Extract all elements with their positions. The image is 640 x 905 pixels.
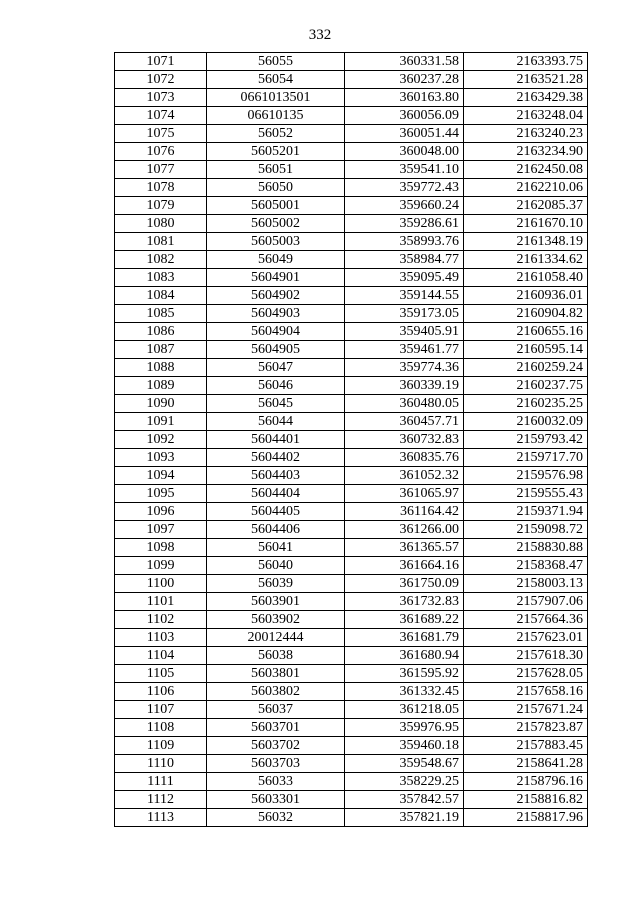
point-number-cell: 1081 bbox=[115, 233, 207, 251]
x-coordinate-cell: 360835.76 bbox=[345, 449, 464, 467]
y-coordinate-cell: 2158003.13 bbox=[464, 575, 588, 593]
point-id-cell: 56046 bbox=[207, 377, 345, 395]
table-row bbox=[115, 305, 588, 323]
table-row bbox=[115, 359, 588, 377]
point-number-cell: 1089 bbox=[115, 377, 207, 395]
point-id-cell: 5603701 bbox=[207, 719, 345, 737]
x-coordinate-cell: 361664.16 bbox=[345, 557, 464, 575]
point-number-cell: 1084 bbox=[115, 287, 207, 305]
point-number-cell: 1082 bbox=[115, 251, 207, 269]
point-number-cell: 1113 bbox=[115, 809, 207, 827]
y-coordinate-cell: 2158368.47 bbox=[464, 557, 588, 575]
x-coordinate-cell: 359095.49 bbox=[345, 269, 464, 287]
table-row bbox=[115, 449, 588, 467]
point-id-cell: 56045 bbox=[207, 395, 345, 413]
table-row bbox=[115, 107, 588, 125]
point-number-cell: 1098 bbox=[115, 539, 207, 557]
table-row bbox=[115, 809, 588, 827]
y-coordinate-cell: 2157907.06 bbox=[464, 593, 588, 611]
y-coordinate-cell: 2157671.24 bbox=[464, 701, 588, 719]
point-id-cell: 0661013501 bbox=[207, 89, 345, 107]
x-coordinate-cell: 361365.57 bbox=[345, 539, 464, 557]
y-coordinate-cell: 2161670.10 bbox=[464, 215, 588, 233]
point-number-cell: 1107 bbox=[115, 701, 207, 719]
point-number-cell: 1104 bbox=[115, 647, 207, 665]
x-coordinate-cell: 360331.58 bbox=[345, 53, 464, 71]
y-coordinate-cell: 2160237.75 bbox=[464, 377, 588, 395]
point-number-cell: 1094 bbox=[115, 467, 207, 485]
x-coordinate-cell: 359405.91 bbox=[345, 323, 464, 341]
x-coordinate-cell: 361052.32 bbox=[345, 467, 464, 485]
point-number-cell: 1108 bbox=[115, 719, 207, 737]
point-number-cell: 1096 bbox=[115, 503, 207, 521]
y-coordinate-cell: 2160235.25 bbox=[464, 395, 588, 413]
y-coordinate-cell: 2157628.05 bbox=[464, 665, 588, 683]
point-number-cell: 1110 bbox=[115, 755, 207, 773]
point-id-cell: 5604406 bbox=[207, 521, 345, 539]
table-row bbox=[115, 737, 588, 755]
point-number-cell: 1106 bbox=[115, 683, 207, 701]
x-coordinate-cell: 361680.94 bbox=[345, 647, 464, 665]
x-coordinate-cell: 360163.80 bbox=[345, 89, 464, 107]
y-coordinate-cell: 2163240.23 bbox=[464, 125, 588, 143]
point-number-cell: 1099 bbox=[115, 557, 207, 575]
point-id-cell: 56033 bbox=[207, 773, 345, 791]
x-coordinate-cell: 360237.28 bbox=[345, 71, 464, 89]
point-number-cell: 1073 bbox=[115, 89, 207, 107]
y-coordinate-cell: 2157658.16 bbox=[464, 683, 588, 701]
point-id-cell: 56040 bbox=[207, 557, 345, 575]
point-id-cell: 5604901 bbox=[207, 269, 345, 287]
table-row bbox=[115, 575, 588, 593]
point-id-cell: 5604904 bbox=[207, 323, 345, 341]
point-id-cell: 5604903 bbox=[207, 305, 345, 323]
point-id-cell: 5603801 bbox=[207, 665, 345, 683]
table-row bbox=[115, 215, 588, 233]
point-number-cell: 1088 bbox=[115, 359, 207, 377]
point-id-cell: 56050 bbox=[207, 179, 345, 197]
y-coordinate-cell: 2160936.01 bbox=[464, 287, 588, 305]
point-id-cell: 5605201 bbox=[207, 143, 345, 161]
y-coordinate-cell: 2158817.96 bbox=[464, 809, 588, 827]
table-row bbox=[115, 773, 588, 791]
y-coordinate-cell: 2163429.38 bbox=[464, 89, 588, 107]
point-id-cell: 5605002 bbox=[207, 215, 345, 233]
table-row bbox=[115, 665, 588, 683]
point-id-cell: 56032 bbox=[207, 809, 345, 827]
x-coordinate-cell: 358984.77 bbox=[345, 251, 464, 269]
x-coordinate-cell: 359286.61 bbox=[345, 215, 464, 233]
table-row bbox=[115, 719, 588, 737]
x-coordinate-cell: 359660.24 bbox=[345, 197, 464, 215]
table-row bbox=[115, 341, 588, 359]
table-row bbox=[115, 71, 588, 89]
point-number-cell: 1100 bbox=[115, 575, 207, 593]
y-coordinate-cell: 2162450.08 bbox=[464, 161, 588, 179]
point-number-cell: 1109 bbox=[115, 737, 207, 755]
point-number-cell: 1103 bbox=[115, 629, 207, 647]
y-coordinate-cell: 2161334.62 bbox=[464, 251, 588, 269]
point-id-cell: 5605003 bbox=[207, 233, 345, 251]
table-body bbox=[115, 53, 588, 827]
point-id-cell: 56038 bbox=[207, 647, 345, 665]
table-row bbox=[115, 647, 588, 665]
point-id-cell: 5604404 bbox=[207, 485, 345, 503]
point-id-cell: 20012444 bbox=[207, 629, 345, 647]
x-coordinate-cell: 360339.19 bbox=[345, 377, 464, 395]
y-coordinate-cell: 2160595.14 bbox=[464, 341, 588, 359]
y-coordinate-cell: 2157664.36 bbox=[464, 611, 588, 629]
x-coordinate-cell: 360056.09 bbox=[345, 107, 464, 125]
table-row bbox=[115, 701, 588, 719]
table-row bbox=[115, 233, 588, 251]
x-coordinate-cell: 359461.77 bbox=[345, 341, 464, 359]
point-number-cell: 1101 bbox=[115, 593, 207, 611]
point-number-cell: 1080 bbox=[115, 215, 207, 233]
x-coordinate-cell: 360732.83 bbox=[345, 431, 464, 449]
point-number-cell: 1078 bbox=[115, 179, 207, 197]
table-row bbox=[115, 377, 588, 395]
point-id-cell: 5603702 bbox=[207, 737, 345, 755]
point-id-cell: 56044 bbox=[207, 413, 345, 431]
table-row bbox=[115, 593, 588, 611]
table-row bbox=[115, 629, 588, 647]
y-coordinate-cell: 2157623.01 bbox=[464, 629, 588, 647]
point-number-cell: 1071 bbox=[115, 53, 207, 71]
y-coordinate-cell: 2159555.43 bbox=[464, 485, 588, 503]
point-number-cell: 1074 bbox=[115, 107, 207, 125]
x-coordinate-cell: 361218.05 bbox=[345, 701, 464, 719]
point-number-cell: 1090 bbox=[115, 395, 207, 413]
table-row bbox=[115, 53, 588, 71]
point-id-cell: 56051 bbox=[207, 161, 345, 179]
x-coordinate-cell: 361732.83 bbox=[345, 593, 464, 611]
y-coordinate-cell: 2158830.88 bbox=[464, 539, 588, 557]
table-row bbox=[115, 431, 588, 449]
x-coordinate-cell: 360051.44 bbox=[345, 125, 464, 143]
table-row bbox=[115, 521, 588, 539]
y-coordinate-cell: 2161348.19 bbox=[464, 233, 588, 251]
x-coordinate-cell: 359541.10 bbox=[345, 161, 464, 179]
point-number-cell: 1091 bbox=[115, 413, 207, 431]
x-coordinate-cell: 357842.57 bbox=[345, 791, 464, 809]
point-id-cell: 5603901 bbox=[207, 593, 345, 611]
point-id-cell: 5605001 bbox=[207, 197, 345, 215]
point-number-cell: 1086 bbox=[115, 323, 207, 341]
y-coordinate-cell: 2163248.04 bbox=[464, 107, 588, 125]
point-id-cell: 5603902 bbox=[207, 611, 345, 629]
point-number-cell: 1072 bbox=[115, 71, 207, 89]
table-row bbox=[115, 143, 588, 161]
point-id-cell: 5604403 bbox=[207, 467, 345, 485]
x-coordinate-cell: 361681.79 bbox=[345, 629, 464, 647]
y-coordinate-cell: 2162210.06 bbox=[464, 179, 588, 197]
table-row bbox=[115, 269, 588, 287]
point-id-cell: 56049 bbox=[207, 251, 345, 269]
point-number-cell: 1083 bbox=[115, 269, 207, 287]
table-row bbox=[115, 125, 588, 143]
point-number-cell: 1095 bbox=[115, 485, 207, 503]
point-id-cell: 5604902 bbox=[207, 287, 345, 305]
point-number-cell: 1076 bbox=[115, 143, 207, 161]
x-coordinate-cell: 359976.95 bbox=[345, 719, 464, 737]
table-row bbox=[115, 467, 588, 485]
y-coordinate-cell: 2160655.16 bbox=[464, 323, 588, 341]
x-coordinate-cell: 361689.22 bbox=[345, 611, 464, 629]
point-id-cell: 5604401 bbox=[207, 431, 345, 449]
x-coordinate-cell: 361266.00 bbox=[345, 521, 464, 539]
point-number-cell: 1092 bbox=[115, 431, 207, 449]
x-coordinate-cell: 361332.45 bbox=[345, 683, 464, 701]
y-coordinate-cell: 2159793.42 bbox=[464, 431, 588, 449]
coordinate-table bbox=[114, 52, 588, 827]
point-number-cell: 1077 bbox=[115, 161, 207, 179]
y-coordinate-cell: 2160259.24 bbox=[464, 359, 588, 377]
table-row bbox=[115, 683, 588, 701]
table-row bbox=[115, 413, 588, 431]
point-id-cell: 56052 bbox=[207, 125, 345, 143]
x-coordinate-cell: 359772.43 bbox=[345, 179, 464, 197]
point-number-cell: 1102 bbox=[115, 611, 207, 629]
page-number: 332 bbox=[308, 27, 332, 43]
point-id-cell: 5603802 bbox=[207, 683, 345, 701]
point-number-cell: 1085 bbox=[115, 305, 207, 323]
x-coordinate-cell: 359460.18 bbox=[345, 737, 464, 755]
x-coordinate-cell: 361065.97 bbox=[345, 485, 464, 503]
table-row bbox=[115, 791, 588, 809]
x-coordinate-cell: 359774.36 bbox=[345, 359, 464, 377]
y-coordinate-cell: 2163521.28 bbox=[464, 71, 588, 89]
y-coordinate-cell: 2158641.28 bbox=[464, 755, 588, 773]
y-coordinate-cell: 2157883.45 bbox=[464, 737, 588, 755]
y-coordinate-cell: 2157823.87 bbox=[464, 719, 588, 737]
point-number-cell: 1105 bbox=[115, 665, 207, 683]
table-row bbox=[115, 539, 588, 557]
x-coordinate-cell: 361595.92 bbox=[345, 665, 464, 683]
point-number-cell: 1087 bbox=[115, 341, 207, 359]
y-coordinate-cell: 2160904.82 bbox=[464, 305, 588, 323]
table-row bbox=[115, 395, 588, 413]
point-number-cell: 1111 bbox=[115, 773, 207, 791]
x-coordinate-cell: 360480.05 bbox=[345, 395, 464, 413]
table-row bbox=[115, 611, 588, 629]
y-coordinate-cell: 2159371.94 bbox=[464, 503, 588, 521]
table-row bbox=[115, 161, 588, 179]
y-coordinate-cell: 2159717.70 bbox=[464, 449, 588, 467]
point-id-cell: 56037 bbox=[207, 701, 345, 719]
point-id-cell: 56055 bbox=[207, 53, 345, 71]
x-coordinate-cell: 360457.71 bbox=[345, 413, 464, 431]
x-coordinate-cell: 358229.25 bbox=[345, 773, 464, 791]
y-coordinate-cell: 2163234.90 bbox=[464, 143, 588, 161]
point-number-cell: 1093 bbox=[115, 449, 207, 467]
point-id-cell: 56047 bbox=[207, 359, 345, 377]
x-coordinate-cell: 357821.19 bbox=[345, 809, 464, 827]
table-row bbox=[115, 503, 588, 521]
y-coordinate-cell: 2162085.37 bbox=[464, 197, 588, 215]
point-number-cell: 1112 bbox=[115, 791, 207, 809]
point-number-cell: 1079 bbox=[115, 197, 207, 215]
point-id-cell: 56054 bbox=[207, 71, 345, 89]
point-id-cell: 5603703 bbox=[207, 755, 345, 773]
point-id-cell: 5604905 bbox=[207, 341, 345, 359]
point-id-cell: 5603301 bbox=[207, 791, 345, 809]
point-number-cell: 1075 bbox=[115, 125, 207, 143]
y-coordinate-cell: 2157618.30 bbox=[464, 647, 588, 665]
point-id-cell: 5604405 bbox=[207, 503, 345, 521]
y-coordinate-cell: 2160032.09 bbox=[464, 413, 588, 431]
table-row bbox=[115, 485, 588, 503]
table-row bbox=[115, 323, 588, 341]
table-row bbox=[115, 89, 588, 107]
y-coordinate-cell: 2159098.72 bbox=[464, 521, 588, 539]
y-coordinate-cell: 2158796.16 bbox=[464, 773, 588, 791]
x-coordinate-cell: 361750.09 bbox=[345, 575, 464, 593]
point-id-cell: 56041 bbox=[207, 539, 345, 557]
y-coordinate-cell: 2159576.98 bbox=[464, 467, 588, 485]
x-coordinate-cell: 359173.05 bbox=[345, 305, 464, 323]
table-row bbox=[115, 197, 588, 215]
table-row bbox=[115, 755, 588, 773]
x-coordinate-cell: 358993.76 bbox=[345, 233, 464, 251]
table-row bbox=[115, 251, 588, 269]
point-id-cell: 06610135 bbox=[207, 107, 345, 125]
point-id-cell: 56039 bbox=[207, 575, 345, 593]
table-row bbox=[115, 557, 588, 575]
x-coordinate-cell: 360048.00 bbox=[345, 143, 464, 161]
y-coordinate-cell: 2161058.40 bbox=[464, 269, 588, 287]
x-coordinate-cell: 359548.67 bbox=[345, 755, 464, 773]
y-coordinate-cell: 2158816.82 bbox=[464, 791, 588, 809]
x-coordinate-cell: 359144.55 bbox=[345, 287, 464, 305]
point-number-cell: 1097 bbox=[115, 521, 207, 539]
table-row bbox=[115, 287, 588, 305]
table-row bbox=[115, 179, 588, 197]
point-id-cell: 5604402 bbox=[207, 449, 345, 467]
x-coordinate-cell: 361164.42 bbox=[345, 503, 464, 521]
y-coordinate-cell: 2163393.75 bbox=[464, 53, 588, 71]
